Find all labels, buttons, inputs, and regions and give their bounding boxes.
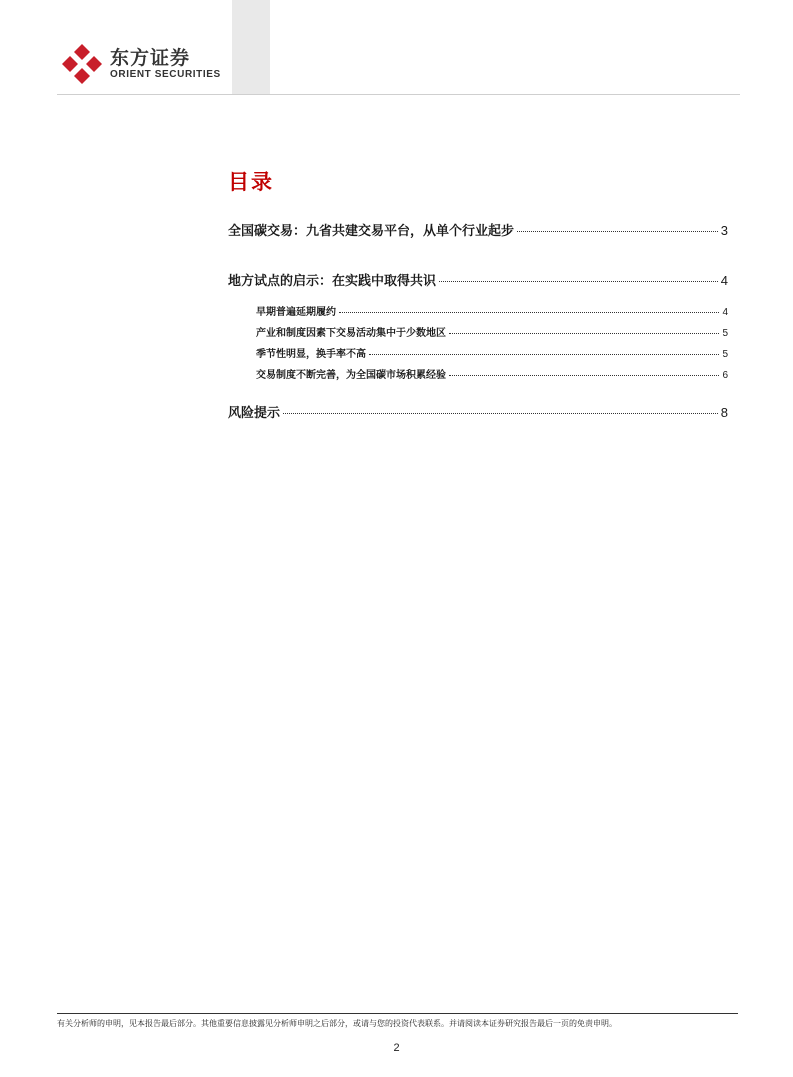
header-divider (57, 94, 740, 95)
toc-entry-page: 8 (720, 405, 728, 420)
toc-leader-dots (517, 231, 718, 232)
toc-entry-label: 地方试点的启示：在实践中取得共识 (228, 274, 437, 289)
header-band (232, 0, 270, 95)
toc-subentry[interactable] (256, 324, 728, 339)
toc-subentry[interactable] (256, 345, 728, 360)
toc-leader-dots (369, 354, 719, 355)
toc-leader-dots (283, 413, 718, 414)
toc-entry[interactable] (228, 270, 728, 289)
orient-securities-logo-icon (60, 42, 104, 86)
toc-entry[interactable] (228, 402, 728, 421)
toc-subentry[interactable] (256, 303, 728, 318)
toc-entry-page: 5 (722, 349, 728, 360)
toc-title: 目录 (228, 170, 274, 194)
toc-subentry[interactable] (256, 366, 728, 381)
toc-entry-page: 5 (722, 328, 728, 339)
toc-entry-page: 6 (722, 370, 728, 381)
toc-entry-label: 季节性明显，换手率不高 (256, 349, 366, 360)
toc-leader-dots (439, 281, 718, 282)
brand-name-en: ORIENT SECURITIES (110, 69, 221, 80)
page-number: 2 (393, 1042, 400, 1054)
toc-entry-label: 风险提示 (228, 406, 281, 421)
footer-disclaimer: 有关分析师的申明，见本报告最后部分。其他重要信息披露见分析师申明之后部分，或请与您的投资代表联系。并请阅读本证券研究报告最后一页的免责申明。 (57, 1019, 617, 1028)
toc-entry-page: 4 (722, 307, 728, 318)
toc-entry-label: 早期普遍延期履约 (256, 307, 336, 318)
toc-entry-label: 交易制度不断完善，为全国碳市场积累经验 (256, 370, 446, 381)
toc-leader-dots (339, 312, 719, 313)
toc-entry-label: 产业和制度因素下交易活动集中于少数地区 (256, 328, 446, 339)
brand-name-cn: 东方证券 (110, 47, 191, 69)
toc-entry-page: 4 (720, 273, 728, 288)
toc-entry-label: 全国碳交易：九省共建交易平台，从单个行业起步 (228, 224, 515, 239)
toc-leader-dots (449, 375, 719, 376)
toc-entry-page: 3 (720, 223, 728, 238)
toc-entry[interactable] (228, 220, 728, 239)
brand-logo (60, 42, 221, 86)
toc-leader-dots (449, 333, 719, 334)
footer-divider (57, 1013, 738, 1014)
